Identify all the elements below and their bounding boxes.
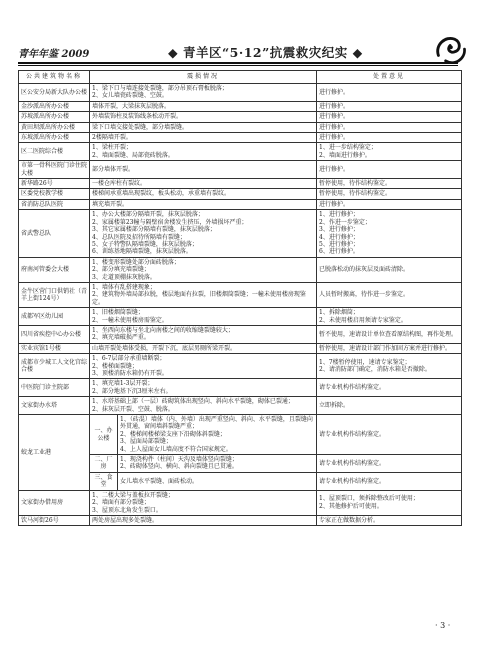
damage-cell: 墙体开裂，大梁抹灰层脱落。: [90, 101, 317, 111]
table-row: [19, 189, 462, 199]
page-title: ◆ 青羊区“5·12”抗震救灾纪实 ◆: [168, 45, 363, 60]
advice-cell: 立即拆除。: [317, 397, 462, 415]
table-row: [19, 199, 462, 209]
building-name-cell: 新华路26号: [19, 179, 90, 189]
sub-building-cell: 三、食堂: [90, 472, 118, 490]
table-header-row: [19, 71, 462, 84]
building-name-cell: 区二医院综合楼: [19, 143, 90, 161]
header-rule: [18, 62, 458, 64]
damage-cell: 一楼仓库柱有裂纹。: [90, 179, 317, 189]
advice-cell: 请专业机构作结构鉴定。: [317, 415, 462, 455]
table-row: [19, 354, 462, 379]
advice-cell: 进行修护。: [317, 112, 462, 122]
table-row: [19, 210, 462, 257]
advice-cell: 请专业机构作结构鉴定。: [317, 472, 462, 490]
sub-building-cell: 二、厂房: [90, 455, 118, 473]
damage-cell: 1、墙体有乱搭建现象； 2、建筑物外墙局部拉脱，楼层地面有拉裂，旧楼烟筒裂缝；一幢未使用楼房现鉴定。: [90, 282, 317, 307]
table-row: [19, 133, 462, 143]
advice-cell: 1、进行修护； 2、作进一步鉴定； 3、进行修护； 4、进行修护； 5、进行修护； 6、进行修护。: [317, 210, 462, 257]
damage-cell: 部分墙体开裂。: [90, 161, 317, 179]
damage-cell: 1、梁柱开裂； 2、墙面裂缝、局部瓷砖脱落。: [90, 143, 317, 161]
damage-cell: 外墙装饰柱及装饰线条松动开裂。: [90, 112, 317, 122]
table-row: [19, 101, 462, 111]
advice-cell: 进行修护。: [317, 84, 462, 102]
damage-cell: 楼梯间承重墙出现裂纹，板头松动，承重墙有裂纹。: [90, 189, 317, 199]
column-header-advice: 处置意见: [317, 71, 462, 84]
building-name-cell: 文家街办借用房: [19, 490, 90, 515]
damage-cell: 1、梁下口与墙连接处裂缝，部分吊顶石膏板脱落； 2、女儿墙瓷砖裂缝、空鼓。: [90, 84, 317, 102]
advice-cell: 暂停使用，待作结构鉴定。: [317, 179, 462, 189]
table-row: [19, 161, 462, 179]
table-row: [19, 84, 462, 102]
advice-cell: 专家正在做数据分析。: [317, 515, 462, 525]
advice-cell: 暂停使用，待作结构鉴定。: [317, 189, 462, 199]
sub-building-cell: 一、办公楼: [90, 415, 118, 455]
advice-cell: 请专业机构作结构鉴定。: [317, 379, 462, 397]
building-damage-table: [18, 70, 462, 526]
advice-cell: 1、屋顶裂口，须拆除整改后可使用； 2、其他修护后可使用。: [317, 490, 462, 515]
damage-cell: 1、6-7层部分承重墙断裂； 2、楼梯面裂缝； 3、顶楼消防水箱仍有开裂。: [90, 354, 317, 379]
column-header-building: 公共建筑物名称: [19, 71, 90, 84]
damage-cell: 女儿墙水平裂缝、面砖松动。: [118, 472, 317, 490]
damage-cell: 1、二楼大梁与盖板拉开裂缝； 2、墙面有部分裂缝； 3、屋顶东北角发生裂口。: [90, 490, 317, 515]
damage-cell: 梁下口墙交接处裂缝，部分墙裂缝。: [90, 122, 317, 132]
page-number: · 3 ·: [435, 621, 451, 630]
building-name-cell: 金牛区营门口供销社（青羊上街124号）: [19, 282, 90, 307]
building-name-cell: 市第一骨科医院门诊住院大楼: [19, 161, 90, 179]
table-row: [19, 112, 462, 122]
damage-cell: 1、办公大楼部分隔墙开裂，抹灰层脱落； 2、家属楼第23幢与隔壁宿舍楼发生挤压，外墙损坏严重； 3、其它家属楼部分隔墙有裂缝，抹灰层脱落； 4、总队医院及招待所隔墙有裂缝； 5、女子特警队隔墙裂缝，抹灰层脱落； 6、训练基地隔墙裂缝，抹灰层脱落。: [90, 210, 317, 257]
building-name-cell: 苏坡派出所办公楼: [19, 112, 90, 122]
building-name-cell: 实业宾馆1号楼: [19, 343, 90, 353]
damage-cell: 1、现浇构件（柱间）天沟及墙体竖向裂缝； 2、砖砌体竖向、横向、斜向裂缝且已贯通。: [118, 455, 317, 473]
advice-cell: 请专业机构作结构鉴定。: [317, 455, 462, 473]
damage-cell: 山墙开裂处墙体受损，开裂下沉，底层男厕所梁开裂。: [90, 343, 317, 353]
table-row: [19, 179, 462, 189]
building-name-cell: 东坡派出所办公楼: [19, 133, 90, 143]
damage-cell: 1、（砖混）墙体（内、外墙）出现严重竖向、斜向、水平裂缝，且裂缝向外贯通，窗间墙斜裂缝严重； 2、楼梯间楼梯梁支座下沿砌体斜裂缝； 3、屋面局部裂缝； 4、上人屋面女儿墙高度不符合国家规定。: [118, 415, 317, 455]
building-name-cell: 区公安分局新大队办公楼: [19, 84, 90, 102]
building-name-cell: 蛟龙工业港: [19, 415, 90, 491]
building-name-cell: 中医院门诊主院部: [19, 379, 90, 397]
building-name-cell: 省武警总队: [19, 210, 90, 257]
building-name-cell: 文家街办水塔: [19, 397, 90, 415]
table-row: [19, 282, 462, 307]
damage-cell: 1、楼变形裂缝处部分面砖脱落； 2、部分填充墙裂缝； 3、走道顶棚抹灰脱落。: [90, 257, 317, 282]
building-name-cell: 府南河管委会大楼: [19, 257, 90, 282]
advice-cell: 1、进一步结构鉴定； 2、墙面进行修护。: [317, 143, 462, 161]
table-row: [19, 515, 462, 525]
advice-cell: 进行修护。: [317, 122, 462, 132]
damage-cell: 填充墙开裂。: [90, 199, 317, 209]
advice-cell: 进行修护。: [317, 101, 462, 111]
advice-cell: 进行修护。: [317, 161, 462, 179]
building-name-cell: 四川省疾控中心办公楼: [19, 325, 90, 343]
building-name-cell: 饮马河街26号: [19, 515, 90, 525]
building-name-cell: 省消防总队医院: [19, 199, 90, 209]
column-header-damage: 震损情况: [90, 71, 317, 84]
advice-cell: 1、拆除烟筒； 2、未使用楼启用须请专家鉴定。: [317, 308, 462, 326]
advice-cell: 进行修护。: [317, 199, 462, 209]
table-row: [19, 122, 462, 132]
page-header: [18, 40, 468, 64]
table-row: [19, 308, 462, 326]
table-row: [19, 379, 462, 397]
damage-cell: 两处房屋出现多处裂缝。: [90, 515, 317, 525]
damage-cell: 2楼隔墙开裂。: [90, 133, 317, 143]
building-name-cell: 金沙派出所办公楼: [19, 101, 90, 111]
advice-cell: 人员暂时搬离，待作进一步鉴定。: [317, 282, 462, 307]
building-name-cell: 成都市少城工人文化宫综合楼: [19, 354, 90, 379]
table-row: [19, 415, 462, 455]
building-name-cell: 区委党校教学楼: [19, 189, 90, 199]
table-row: [19, 490, 462, 515]
table-row: [19, 325, 462, 343]
advice-cell: 1、7楼暂停使用，速请专家鉴定； 2、请消防部门确定，消防水箱是否撤除。: [317, 354, 462, 379]
table-row: [19, 143, 462, 161]
table-row: [19, 343, 462, 353]
advice-cell: 已脱落松动的抹灰层及面砖清除。: [317, 257, 462, 282]
damage-cell: 1、水塔基础上部（一层）砖砌筑体出现竖向、斜向水平裂缝，砌体已裂通； 2、抹灰层开裂、空鼓、脱落。: [90, 397, 317, 415]
advice-cell: 暂不使用，速请设计单位查看原结构图，再作处理。: [317, 325, 462, 343]
table-row: [19, 397, 462, 415]
building-name-cell: 黄田坝派出所办公楼: [19, 122, 90, 132]
header-rule-thin: [18, 65, 458, 66]
table-row: [19, 257, 462, 282]
yearbook-label: 青年年鉴 2009: [18, 49, 90, 60]
damage-cell: 1、旧楼烟筒裂缝； 2、一幢未使用楼房需鉴定。: [90, 308, 317, 326]
damage-cell: 1、填充墙1-3层开裂； 2、部分地基下沉3厘米左右。: [90, 379, 317, 397]
advice-cell: 进行修护。: [317, 133, 462, 143]
advice-cell: 暂停使用，速请设计部门作加固方案并进行修护。: [317, 343, 462, 353]
damage-cell: 1、坐西向东楼与坐北向南楼之间的收缩缝裂缝较大； 2、填充墙破损严重。: [90, 325, 317, 343]
building-name-cell: 成都军区幼儿园: [19, 308, 90, 326]
